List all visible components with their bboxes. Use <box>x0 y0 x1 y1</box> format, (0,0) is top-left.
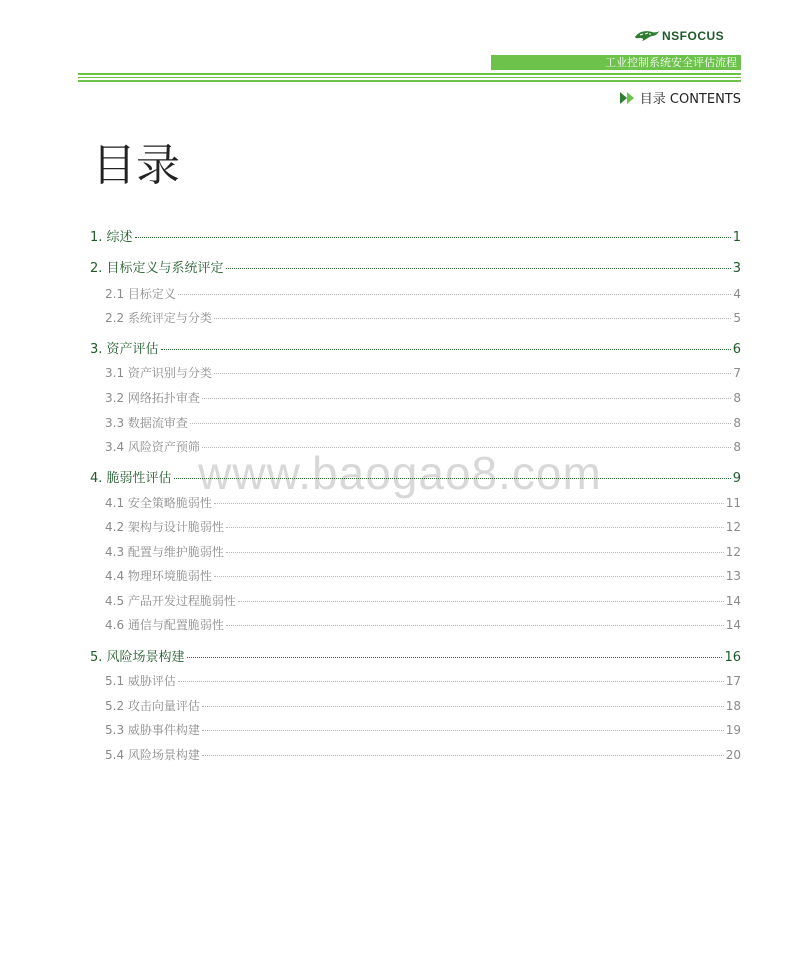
leopard-logo-icon <box>634 28 660 44</box>
toc-entry-page: 6 <box>732 342 741 357</box>
toc-entry-label: 2.1 目标定义 <box>105 287 176 301</box>
toc-entry[interactable] <box>105 518 741 535</box>
toc-entry[interactable] <box>105 721 741 738</box>
toc-dot-leader <box>178 681 724 682</box>
toc-entry-page: 18 <box>725 699 741 713</box>
toc-entry[interactable] <box>105 389 741 406</box>
toc-entry[interactable] <box>105 616 741 633</box>
toc-entry-label: 5.1 威胁评估 <box>105 674 176 688</box>
toc-entry-page: 4 <box>733 287 741 301</box>
toc-entry-page: 3 <box>732 261 741 276</box>
toc-entry-label: 4. 脆弱性评估 <box>90 471 172 486</box>
toc-entry[interactable] <box>90 257 741 276</box>
toc-entry-page: 14 <box>725 594 741 608</box>
toc-dot-leader <box>226 268 731 269</box>
watermark: www.baogao8.com <box>198 447 602 499</box>
toc-entry-label: 4.4 物理环境脆弱性 <box>105 569 212 583</box>
toc-entry[interactable] <box>105 672 741 689</box>
toc-entry-label: 3.2 网络拓扑审查 <box>105 391 200 405</box>
toc-dot-leader <box>135 237 731 238</box>
toc-entry-page: 16 <box>724 650 741 665</box>
nsfocus-logo <box>634 28 724 44</box>
toc-entry-page: 20 <box>725 748 741 762</box>
toc-dot-leader <box>226 552 724 553</box>
toc-entry-label: 2. 目标定义与系统评定 <box>90 261 224 276</box>
toc-entry-page: 19 <box>725 723 741 737</box>
section-tag-label: 目录 CONTENTS <box>639 92 741 107</box>
header-rule <box>78 77 741 78</box>
toc-dot-leader <box>226 527 724 528</box>
toc-entry-label: 1. 综述 <box>90 230 133 245</box>
toc-entry-label: 4.5 产品开发过程脆弱性 <box>105 594 236 608</box>
toc-dot-leader <box>187 657 723 658</box>
toc-entry-page: 12 <box>725 520 741 534</box>
toc-entry-label: 4.6 通信与配置脆弱性 <box>105 618 224 632</box>
toc-dot-leader <box>202 706 724 707</box>
toc-dot-leader <box>214 373 731 374</box>
toc-dot-leader <box>238 601 724 602</box>
toc-dot-leader <box>161 349 731 350</box>
toc-entry[interactable] <box>90 338 741 357</box>
toc-entry-page: 14 <box>725 618 741 632</box>
toc-entry[interactable] <box>105 414 741 431</box>
toc-entry-label: 5.3 威胁事件构建 <box>105 723 200 737</box>
toc-entry[interactable] <box>105 567 741 584</box>
toc-entry-page: 17 <box>725 674 741 688</box>
double-arrow-icon <box>620 92 636 104</box>
toc-entry-label: 3.3 数据流审查 <box>105 416 188 430</box>
section-tag <box>620 88 741 107</box>
toc-entry[interactable] <box>105 592 741 609</box>
toc-entry-page: 5 <box>733 311 741 325</box>
toc-dot-leader <box>202 730 724 731</box>
toc-entry-page: 12 <box>725 545 741 559</box>
toc-entry[interactable] <box>105 285 741 302</box>
toc-dot-leader <box>226 625 724 626</box>
toc-entry-label: 4.3 配置与维护脆弱性 <box>105 545 224 559</box>
toc-entry-page: 7 <box>733 366 741 380</box>
toc-dot-leader <box>202 447 731 448</box>
toc-dot-leader <box>214 318 731 319</box>
toc-entry-page: 1 <box>732 230 741 245</box>
toc-entry-label: 3. 资产评估 <box>90 342 159 357</box>
toc-entry[interactable] <box>90 226 741 245</box>
toc-entry-label: 4.1 安全策略脆弱性 <box>105 496 212 510</box>
toc-dot-leader <box>214 503 724 504</box>
toc-dot-leader <box>202 755 724 756</box>
toc-entry-label: 3.4 风险资产预筛 <box>105 440 200 454</box>
toc-dot-leader <box>190 423 731 424</box>
toc-entry[interactable] <box>105 494 741 511</box>
toc-entry-page: 8 <box>733 416 741 430</box>
toc-entry-label: 4.2 架构与设计脆弱性 <box>105 520 224 534</box>
toc-entry-label: 5.2 攻击向量评估 <box>105 699 200 713</box>
toc-entry-label: 3.1 资产识别与分类 <box>105 366 212 380</box>
toc-dot-leader <box>214 576 724 577</box>
toc-entry[interactable] <box>105 438 741 455</box>
page-title: 目录 <box>92 140 180 191</box>
logo-text: NSFOCUS <box>662 29 725 43</box>
toc-entry[interactable] <box>90 646 741 665</box>
toc-entry-page: 9 <box>732 471 741 486</box>
toc-entry[interactable] <box>105 364 741 381</box>
toc-entry-label: 5. 风险场景构建 <box>90 650 185 665</box>
toc-dot-leader <box>202 398 731 399</box>
toc-entry-page: 8 <box>733 440 741 454</box>
report-title-bar: 工业控制系统安全评估流程 <box>491 55 741 70</box>
toc-dot-leader <box>174 478 731 479</box>
toc-entry-label: 2.2 系统评定与分类 <box>105 311 212 325</box>
header-rule <box>78 80 741 82</box>
toc-entry-page: 13 <box>725 569 741 583</box>
toc-entry-page: 8 <box>733 391 741 405</box>
toc-entry[interactable] <box>105 543 741 560</box>
toc-entry[interactable] <box>105 746 741 763</box>
toc-entry[interactable] <box>105 309 741 326</box>
toc-entry-page: 11 <box>725 496 741 510</box>
header-rule <box>78 73 741 75</box>
toc-dot-leader <box>178 294 731 295</box>
toc-entry[interactable] <box>90 467 741 486</box>
toc-entry-label: 5.4 风险场景构建 <box>105 748 200 762</box>
toc-entry[interactable] <box>105 697 741 714</box>
